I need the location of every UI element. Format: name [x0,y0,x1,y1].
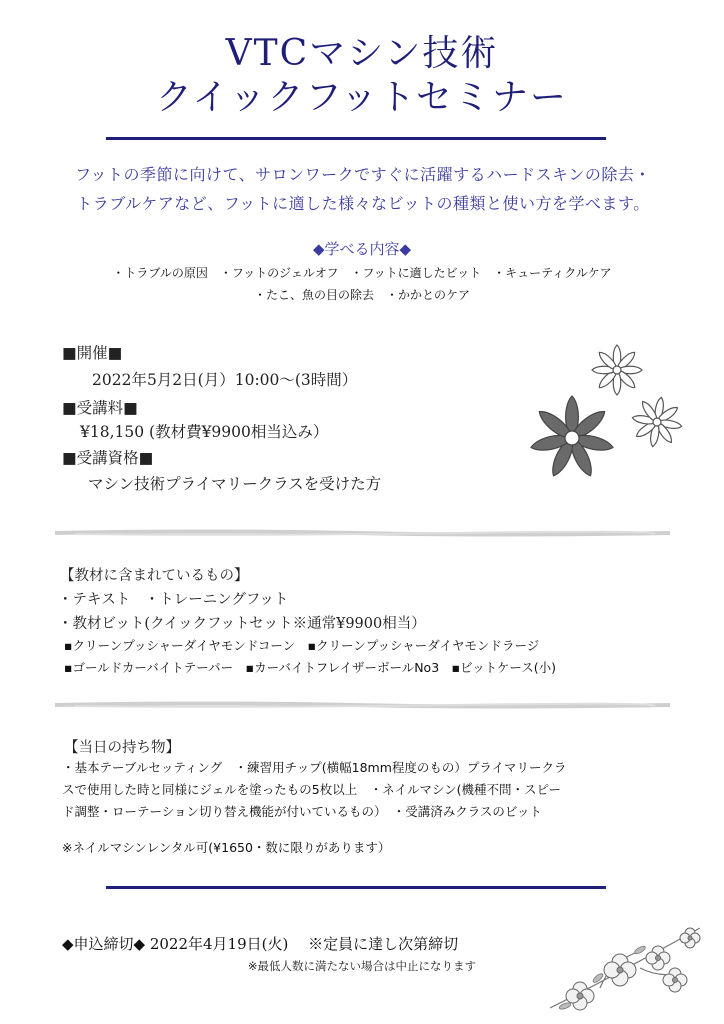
intro-line-1: フットの季節に向けて、サロンワークですぐに活躍するハードスキンの除去・ [75,165,651,184]
date-value: 2022年5月2日(月）10:00～(3時間） [92,371,358,389]
flower-decoration-icon [514,334,694,484]
bring-line-1: ・基本テーブルセッティング ・練習用チップ(横幅18mm程度のもの）プライマリークラ [62,760,567,775]
materials-heading: 【教材に含まれているもの】 [60,568,249,584]
bring-heading: 【当日の持ち物】 [64,740,180,756]
fee-label: ■受講料■ [62,399,138,417]
materials-bits-2: ▪ゴールドカーバイトテーパー ▪カーバイトフレイザーボールNo3 ▪ビットケース(小) [64,660,556,675]
brush-divider [55,700,670,710]
floral-branch-icon [540,918,710,1018]
title-line-1: VTCマシン技術 [225,33,499,74]
learn-heading: ◆学べる内容◆ [312,240,412,258]
bring-line-3: ド調整・ローテーション切り替え機能が付いているもの） ・受講済みクラスのビット [62,804,542,819]
title-line-2: クイックフットセミナー [156,77,568,118]
cancellation-note: ※最低人数に満たない場合は中止になります [247,959,477,973]
learn-line-1: ・トラブルの原因 ・フットのジェルオフ ・フットに適したビット ・キューティクルケア [112,266,612,280]
deadline: ◆申込締切◆ 2022年4月19日(火) ※定員に達し次第締切 [62,935,459,953]
date-label: ■開催■ [62,344,123,362]
brush-divider [55,528,670,538]
requirement-value: マシン技術プライマリークラスを受けた方 [88,475,382,493]
materials-line-2: ・教材ビット(クイックフットセット※通常¥9900相当） [58,616,426,632]
bring-line-2: スで使用した時と同様にジェルを塗ったもの5枚以上 ・ネイルマシン(機種不問・スピー [62,782,562,797]
requirement-label: ■受講資格■ [62,449,154,467]
learn-line-2: ・たこ、魚の目の除去 ・かかとのケア [253,288,470,302]
footer-divider [106,886,606,889]
fee-value: ¥18,150 (教材費¥9900相当込み） [80,423,329,441]
materials-line-1: ・テキスト ・トレーニングフット [58,592,289,608]
rental-note: ※ネイルマシンレンタル可(¥1650・数に限りがあります） [62,840,391,855]
intro-line-2: トラブルケアなど、フットに適した様々なビットの種類と使い方を学べます。 [76,194,650,213]
title-divider [106,137,606,140]
materials-bits-1: ▪クリーンプッシャーダイヤモンドコーン ▪クリーンプッシャーダイヤモンドラージ [64,638,540,653]
